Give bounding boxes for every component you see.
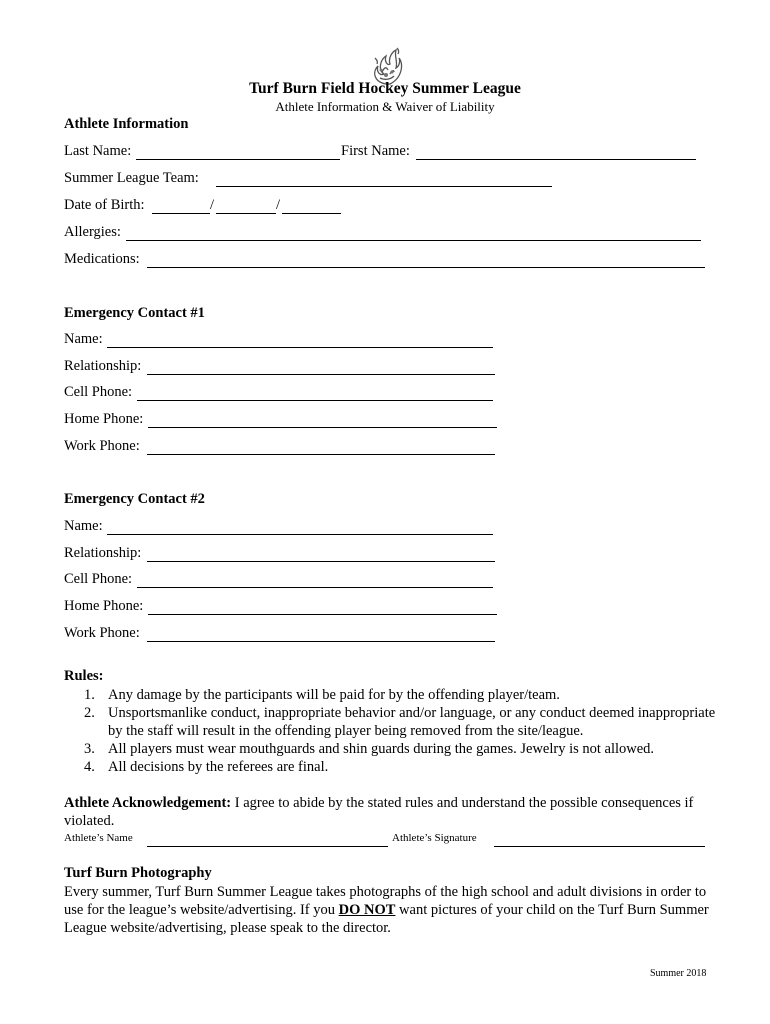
contact1-cell-label: Cell Phone: (64, 384, 133, 400)
contact1-cell-field[interactable] (137, 400, 493, 401)
first-name-field[interactable] (416, 159, 696, 160)
contact1-relationship-field[interactable] (147, 374, 495, 375)
medications-label: Medications: (64, 251, 140, 267)
contact2-home-label: Home Phone: (64, 598, 144, 614)
contact1-name-label: Name: (64, 331, 103, 347)
first-name-label: First Name: (341, 143, 410, 159)
dob-separator: / (210, 197, 215, 213)
last-name-label: Last Name: (64, 143, 132, 159)
rule-item: 3. All players must wear mouthguards and shin guards during the games. Jewelry is not allowed. (84, 741, 655, 757)
photography-text: Every summer, Turf Burn Summer League takes photographs of the high school and adult divisions in order to use for the league’s website/advertising. If you DO NOT want pictures of your child on the Turf Burn Summer League website/advertising, please speak to the director. (64, 884, 709, 936)
medications-field[interactable] (147, 267, 705, 268)
dob-month-field[interactable] (152, 213, 210, 214)
dob-day-field[interactable] (216, 213, 276, 214)
allergies-field[interactable] (126, 240, 701, 241)
team-field[interactable] (216, 186, 552, 187)
athlete-signature-field[interactable] (494, 846, 705, 847)
rule-item: 1. Any damage by the participants will be paid for by the offending player/team. (84, 687, 560, 703)
form-title: Turf Burn Field Hockey Summer League (249, 80, 521, 97)
athlete-name-field[interactable] (147, 846, 388, 847)
acknowledgement-label: Athlete Acknowledgement: (64, 795, 232, 811)
contact2-relationship-field[interactable] (147, 561, 495, 562)
athlete-signature-label: Athlete’s Signature (392, 832, 477, 844)
rules-list (84, 686, 724, 776)
rule-item: 4. All decisions by the referees are final. (84, 759, 329, 775)
dob-year-field[interactable] (282, 213, 341, 214)
contact1-work-label: Work Phone: (64, 438, 140, 454)
contact2-name-field[interactable] (107, 534, 493, 535)
footer-date: Summer 2018 (650, 968, 707, 979)
contact2-name-label: Name: (64, 518, 103, 534)
contact2-cell-label: Cell Phone: (64, 571, 133, 587)
rule-item: 2. Unsportsmanlike conduct, inappropriate behavior and/or language, or any conduct deemed inappropriate by the staff will result in the offending player being removed from the site/league. (84, 705, 716, 739)
contact2-work-field[interactable] (147, 641, 495, 642)
athlete-name-label: Athlete’s Name (64, 832, 133, 844)
athlete-info-heading: Athlete Information (64, 116, 189, 132)
contact2-heading: Emergency Contact #2 (64, 491, 205, 507)
contact1-work-field[interactable] (147, 454, 495, 455)
do-not-emphasis: DO NOT (338, 902, 396, 918)
contact1-heading: Emergency Contact #1 (64, 305, 205, 321)
team-label: Summer League Team: (64, 170, 199, 186)
dob-separator: / (276, 197, 281, 213)
form-subtitle: Athlete Information & Waiver of Liability (275, 99, 495, 114)
contact1-home-field[interactable] (148, 427, 497, 428)
contact2-relationship-label: Relationship: (64, 545, 142, 561)
last-name-field[interactable] (136, 159, 340, 160)
contact1-home-label: Home Phone: (64, 411, 144, 427)
allergies-label: Allergies: (64, 224, 121, 240)
rules-heading: Rules: (64, 668, 104, 684)
contact2-home-field[interactable] (148, 614, 497, 615)
dob-label: Date of Birth: (64, 197, 145, 213)
contact1-relationship-label: Relationship: (64, 358, 142, 374)
contact2-cell-field[interactable] (137, 587, 493, 588)
photography-heading: Turf Burn Photography (64, 865, 212, 881)
contact2-work-label: Work Phone: (64, 625, 140, 641)
acknowledgement-text: Athlete Acknowledgement: I agree to abide by the stated rules and understand the possible consequences if violated. (64, 795, 694, 829)
contact1-name-field[interactable] (107, 347, 493, 348)
